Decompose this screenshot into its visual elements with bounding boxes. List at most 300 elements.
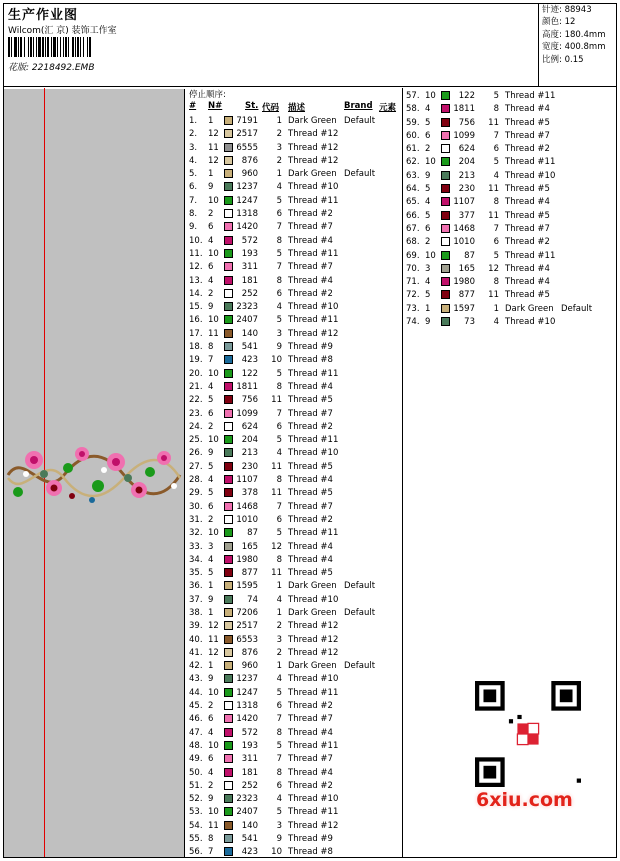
color-swatch [441,317,450,326]
color-swatch [224,768,233,777]
row-seq: 61. [406,144,420,155]
row-code: 3 [276,634,282,645]
row-stitches: 1980 [453,277,475,288]
row-seq: 35. [189,568,203,579]
row-stitches: 1597 [453,303,475,314]
row-seq: 42. [189,661,203,672]
row-needle: 9 [425,317,431,328]
row-description: Thread #5 [505,117,550,128]
row-code: 5 [276,687,282,698]
thread-table-column-1 [187,88,403,857]
color-swatch [441,290,450,299]
row-needle: 6 [425,130,431,141]
color-swatch [224,422,233,431]
row-seq: 48. [189,740,203,751]
color-swatch [224,395,233,404]
row-code: 4 [276,182,282,193]
color-swatch [224,209,233,218]
row-seq: 16. [189,315,203,326]
row-needle: 10 [208,528,219,539]
row-description: Thread #4 [288,475,333,486]
row-code: 11 [488,117,499,128]
color-swatch [224,222,233,231]
row-stitches: 204 [241,435,258,446]
design-number [8,60,95,73]
row-stitches: 1420 [236,714,258,725]
row-needle: 6 [208,501,214,512]
row-needle: 4 [425,104,431,115]
row-seq: 54. [189,820,203,831]
row-needle: 9 [208,674,214,685]
row-code: 5 [276,435,282,446]
row-seq: 14. [189,288,203,299]
row-description: Thread #11 [505,91,556,101]
row-description: Dark Green [288,607,337,618]
row-needle: 10 [208,807,219,818]
color-swatch [224,369,233,378]
row-stitches: 122 [458,91,475,101]
row-description: Thread #11 [288,315,339,326]
row-needle: 10 [425,250,436,261]
row-seq: 57. [406,91,420,101]
row-description: Thread #12 [288,634,339,645]
row-description: Thread #11 [505,157,556,168]
row-code: 8 [276,727,282,738]
color-swatch [441,304,450,313]
color-swatch [224,302,233,311]
row-stitches: 7206 [236,607,258,618]
row-seq: 23. [189,408,203,419]
row-stitches: 756 [458,117,475,128]
row-description: Thread #7 [288,222,333,233]
row-needle: 12 [208,155,219,166]
color-swatch [224,847,233,856]
row-code: 1 [493,303,499,314]
row-needle: 4 [208,767,214,778]
row-brand: Default [344,661,376,672]
row-seq: 25. [189,435,203,446]
color-swatch [224,462,233,471]
row-code: 11 [488,210,499,221]
row-code: 1 [276,661,282,672]
color-swatch [441,157,450,166]
row-stitches: 423 [241,847,258,858]
row-stitches: 756 [241,395,258,406]
row-code: 6 [493,237,499,248]
row-seq: 22. [189,395,203,406]
row-code: 7 [276,714,282,725]
row-code: 5 [493,250,499,261]
color-swatch [224,315,233,324]
row-seq: 36. [189,581,203,592]
row-description: Thread #4 [288,235,333,246]
row-stitches: 1318 [236,209,258,220]
row-seq: 40. [189,634,203,645]
qr-code [472,681,584,787]
row-seq: 38. [189,607,203,618]
row-code: 1 [276,581,282,592]
row-needle: 10 [425,91,436,101]
color-swatch [224,502,233,511]
row-description: Dark Green [288,116,337,126]
row-code: 8 [276,554,282,565]
color-swatch [224,289,233,298]
row-seq: 12. [189,262,203,273]
color-swatch [224,621,233,630]
row-seq: 55. [189,834,203,845]
row-needle: 2 [208,701,214,712]
row-needle: 11 [208,634,219,645]
stat-row [542,16,614,28]
row-needle: 11 [208,142,219,153]
row-description: Thread #9 [288,834,333,845]
row-code: 2 [276,647,282,658]
row-needle: 6 [208,754,214,765]
color-swatch [224,515,233,524]
row-code: 5 [276,740,282,751]
row-needle: 4 [208,275,214,286]
row-seq: 3. [189,142,198,153]
table-header [187,101,403,113]
row-description: Thread #5 [505,210,550,221]
color-swatch [224,276,233,285]
row-code: 8 [276,475,282,486]
row-seq: 2. [189,129,198,140]
row-stitches: 1247 [236,687,258,698]
row-description: Thread #2 [288,701,333,712]
row-stitches: 165 [241,541,258,552]
row-stitches: 1811 [453,104,475,115]
row-code: 8 [493,277,499,288]
row-stitches: 252 [241,288,258,299]
row-seq: 6. [189,182,198,193]
row-stitches: 311 [241,262,258,273]
color-swatch [224,116,233,125]
row-needle: 9 [208,594,214,605]
row-seq: 63. [406,170,420,181]
color-swatch [224,129,233,138]
row-description: Thread #7 [505,130,550,141]
row-description: Thread #9 [288,342,333,353]
row-seq: 13. [189,275,203,286]
row-stitches: 140 [241,328,258,339]
row-seq: 66. [406,210,420,221]
row-needle: 10 [208,435,219,446]
row-stitches: 230 [241,461,258,472]
color-swatch [224,674,233,683]
row-description: Thread #12 [288,129,339,140]
row-description: Thread #4 [505,104,550,115]
row-description: Thread #10 [288,594,339,605]
row-description: Thread #11 [288,248,339,259]
row-code: 8 [276,235,282,246]
row-description: Thread #7 [288,501,333,512]
color-swatch [224,754,233,763]
row-stitches: 6555 [236,142,258,153]
row-code: 5 [493,157,499,168]
row-stitches: 960 [241,661,258,672]
color-swatch [224,382,233,391]
color-swatch [224,821,233,830]
row-brand: Default [561,303,593,314]
row-seq: 72. [406,290,420,301]
row-description: Thread #4 [505,263,550,274]
row-stitches: 2323 [236,794,258,805]
row-description: Thread #10 [288,674,339,685]
row-seq: 15. [189,302,203,313]
row-needle: 2 [208,514,214,525]
row-seq: 8. [189,209,198,220]
row-stitches: 7191 [236,116,258,126]
row-brand: Default [344,607,376,618]
row-code: 11 [271,395,282,406]
row-stitches: 74 [247,594,258,605]
row-needle: 2 [208,288,214,299]
color-swatch [441,197,450,206]
row-code: 8 [493,197,499,208]
color-swatch [224,555,233,564]
row-brand: Default [344,116,376,126]
color-swatch [441,171,450,180]
color-swatch [441,224,450,233]
row-seq: 49. [189,754,203,765]
row-code: 4 [276,794,282,805]
color-swatch [441,211,450,220]
row-seq: 34. [189,554,203,565]
row-code: 4 [276,302,282,313]
row-code: 5 [276,248,282,259]
row-code: 1 [276,169,282,180]
row-needle: 2 [425,237,431,248]
row-needle: 1 [208,607,214,618]
row-description: Thread #11 [288,740,339,751]
row-code: 11 [488,290,499,301]
row-stitches: 181 [241,767,258,778]
row-needle: 2 [425,144,431,155]
row-code: 5 [276,807,282,818]
row-stitches: 876 [241,155,258,166]
row-stitches: 2517 [236,621,258,632]
row-description: Thread #2 [505,144,550,155]
row-code: 8 [493,104,499,115]
row-needle: 9 [208,794,214,805]
row-needle: 6 [208,222,214,233]
row-brand: Default [344,581,376,592]
row-seq: 1. [189,116,198,126]
row-seq: 28. [189,475,203,486]
row-code: 7 [493,130,499,141]
row-description: Thread #8 [288,355,333,366]
stat-value: 0.15 [564,54,584,65]
color-swatch [224,688,233,697]
color-swatch [224,182,233,191]
row-description: Thread #12 [288,142,339,153]
row-stitches: 213 [241,448,258,459]
row-stitches: 877 [241,568,258,579]
row-code: 10 [271,355,282,366]
row-needle: 10 [208,740,219,751]
row-code: 7 [493,223,499,234]
row-code: 4 [276,674,282,685]
color-swatch [224,169,233,178]
color-swatch [224,714,233,723]
row-seq: 26. [189,448,203,459]
row-description: Thread #11 [288,687,339,698]
row-needle: 4 [208,554,214,565]
row-needle: 5 [425,290,431,301]
row-needle: 5 [425,117,431,128]
design-number-label: 花版: [8,63,30,73]
row-code: 12 [488,263,499,274]
row-needle: 4 [425,197,431,208]
row-seq: 50. [189,767,203,778]
row-stitches: 193 [241,740,258,751]
header-desc: 描述 [288,103,306,113]
row-stitches: 624 [241,421,258,432]
row-needle: 3 [208,541,214,552]
row-stitches: 2323 [236,302,258,313]
studio-name: Wilcom(汇 京) 装饰工作室 [8,26,117,36]
row-description: Thread #4 [288,727,333,738]
row-needle: 12 [208,129,219,140]
color-swatch [441,251,450,260]
row-stitches: 193 [241,248,258,259]
row-code: 7 [276,222,282,233]
embroidery-preview-image [4,430,185,520]
color-swatch [224,355,233,364]
row-code: 2 [276,621,282,632]
row-stitches: 378 [241,488,258,499]
row-description: Thread #4 [505,197,550,208]
row-stitches: 1468 [236,501,258,512]
row-description: Thread #2 [288,421,333,432]
row-seq: 20. [189,368,203,379]
row-needle: 11 [208,820,219,831]
row-needle: 10 [425,157,436,168]
row-code: 3 [276,820,282,831]
page-title: 生产作业图 [8,8,79,23]
row-description: Thread #11 [505,250,556,261]
watermark-logo: 6xiu.com [476,789,573,811]
stat-label: 针迹: [542,5,562,15]
row-seq: 46. [189,714,203,725]
header-st: St. [245,101,259,111]
row-code: 7 [276,754,282,765]
row-seq: 32. [189,528,203,539]
row-code: 9 [276,342,282,353]
row-description: Dark Green [288,581,337,592]
row-seq: 56. [189,847,203,858]
row-description: Thread #2 [288,514,333,525]
row-stitches: 122 [241,368,258,379]
color-swatch [224,608,233,617]
color-swatch [224,475,233,484]
row-description: Thread #11 [288,368,339,379]
color-swatch [224,661,233,670]
row-description: Thread #10 [288,448,339,459]
row-stitches: 1247 [236,195,258,206]
row-needle: 4 [208,381,214,392]
row-description: Thread #5 [288,395,333,406]
row-description: Thread #7 [288,754,333,765]
row-code: 1 [276,607,282,618]
row-needle: 1 [208,581,214,592]
row-code: 8 [276,275,282,286]
color-swatch [224,236,233,245]
row-stitches: 1107 [236,475,258,486]
row-needle: 10 [208,687,219,698]
row-code: 4 [493,317,499,328]
row-code: 4 [276,448,282,459]
stats-panel [538,3,617,87]
row-seq: 58. [406,104,420,115]
row-needle: 5 [425,184,431,195]
header-seq: # [189,101,197,111]
row-code: 6 [276,514,282,525]
row-needle: 6 [425,223,431,234]
row-description: Thread #7 [288,714,333,725]
row-needle: 4 [208,727,214,738]
row-description: Thread #11 [288,807,339,818]
header-n: N# [208,101,223,111]
color-swatch [224,156,233,165]
row-seq: 27. [189,461,203,472]
row-description: Thread #12 [288,647,339,658]
barcode [8,37,118,57]
row-code: 4 [493,170,499,181]
design-number-value: 2218492.EMB [31,63,95,73]
stat-label: 高度: [542,29,562,40]
color-swatch [441,264,450,273]
row-code: 3 [276,142,282,153]
row-code: 6 [276,421,282,432]
row-seq: 59. [406,117,420,128]
stat-value: 12 [564,17,576,28]
row-code: 11 [271,461,282,472]
color-swatch [224,781,233,790]
header [3,3,617,87]
row-needle: 2 [208,780,214,791]
row-seq: 21. [189,381,203,392]
row-description: Thread #7 [505,223,550,234]
color-swatch [224,635,233,644]
color-swatch [441,144,450,153]
row-needle: 12 [208,621,219,632]
row-seq: 33. [189,541,203,552]
row-seq: 65. [406,197,420,208]
row-seq: 4. [189,155,198,166]
embroidery-border-motif [8,447,180,503]
stat-label: 比例: [542,54,562,65]
row-description: Thread #5 [505,290,550,301]
header-code: 代码 [262,103,280,113]
row-needle: 8 [208,342,214,353]
row-code: 6 [276,209,282,220]
row-stitches: 311 [241,754,258,765]
row-code: 5 [276,195,282,206]
row-code: 2 [276,129,282,140]
color-swatch [224,741,233,750]
row-stitches: 165 [458,263,475,274]
row-needle: 6 [208,262,214,273]
color-swatch [441,104,450,113]
row-stitches: 1237 [236,674,258,685]
row-seq: 71. [406,277,420,288]
row-description: Thread #4 [505,277,550,288]
row-needle: 7 [208,847,214,858]
color-swatch [224,834,233,843]
row-description: Thread #11 [288,528,339,539]
